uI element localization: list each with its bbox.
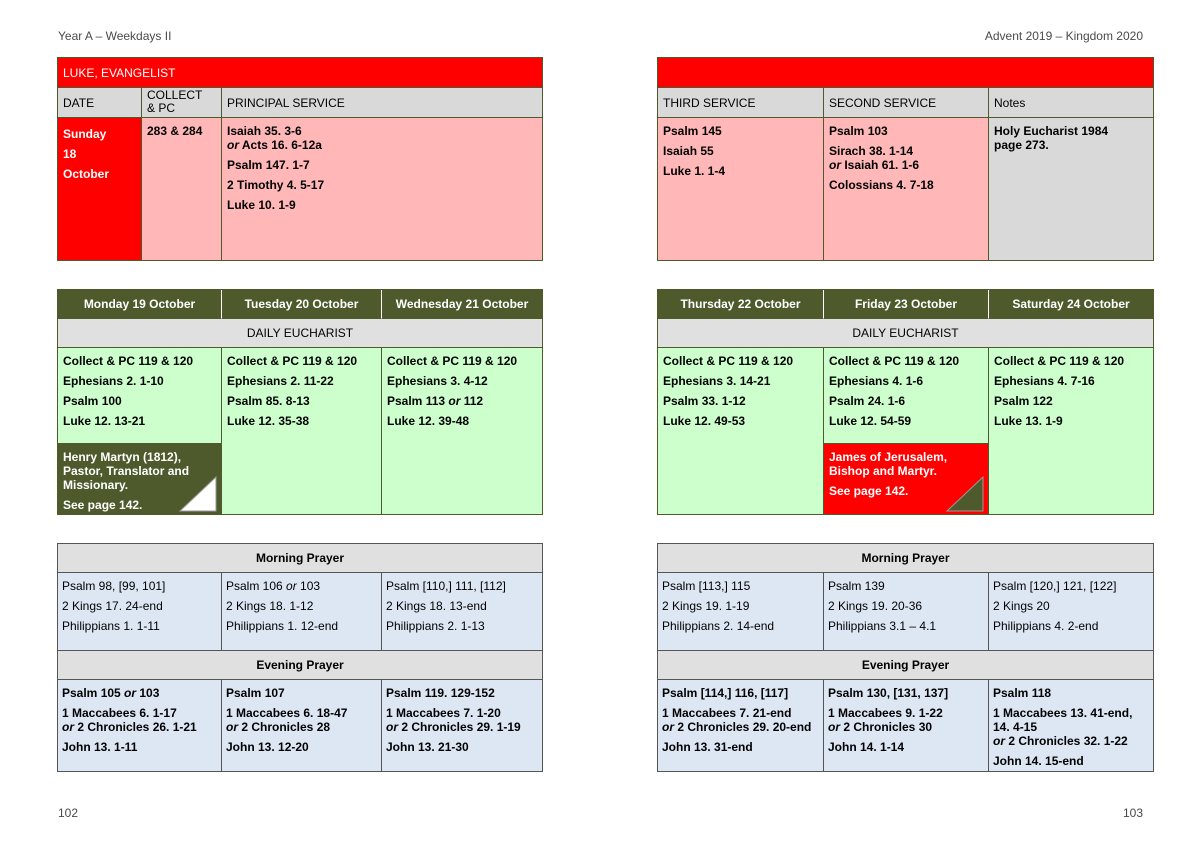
morning-saturday — [989, 573, 1153, 651]
header-second: SECOND SERVICE — [829, 96, 937, 110]
ep-reading-1: 1 Maccabees 6. 18-47 — [226, 706, 348, 720]
ep-reading-1-alt-text: 2 Chronicles 30 — [840, 720, 933, 734]
principal-reading-2 — [227, 138, 324, 152]
ep-reading-2: John 13. 31-end — [662, 740, 753, 754]
or-word: or — [386, 720, 398, 734]
see-page-reference: See page 142. — [829, 484, 909, 498]
eucharist-friday — [824, 348, 989, 514]
second-reading-2: Sirach 38. 1-14 — [829, 144, 914, 158]
mp-reading-1: 2 Kings 20 — [993, 599, 1050, 613]
notes-cell — [989, 118, 1153, 260]
ep-psalm: Psalm 119. 129-152 — [386, 686, 495, 700]
eucharist-wednesday — [382, 348, 542, 514]
third-reading-3: Luke 1. 1-4 — [663, 164, 726, 178]
day-header-tuesday: Tuesday 20 October — [222, 290, 382, 319]
eucharist-thursday — [658, 348, 824, 514]
psalm-b: 103 — [296, 579, 321, 593]
ep-psalm: Psalm 107 — [226, 686, 285, 700]
eucharist-table-left — [57, 289, 543, 515]
commemoration-henry-martyn — [58, 443, 221, 514]
epistle-line: Ephesians 3. 14-21 — [663, 374, 771, 388]
eucharist-tuesday-readings — [227, 354, 357, 428]
principal-reading-5: Luke 10. 1-9 — [227, 198, 296, 212]
evening-saturday-readings — [993, 686, 1132, 768]
gospel-line: Luke 12. 13-21 — [63, 414, 146, 428]
feast-date-day: Sunday — [63, 127, 107, 141]
ep-reading-2: John 13. 1-11 — [62, 740, 138, 754]
morning-thursday-readings — [662, 579, 774, 633]
ep-reading-1: 1 Maccabees 7. 21-end — [662, 706, 792, 720]
mp-psalm: Psalm 139 — [828, 579, 885, 593]
ep-reading-2: John 13. 12-20 — [226, 740, 309, 754]
eucharist-friday-readings — [829, 354, 959, 428]
psalm-b: 112 — [460, 394, 484, 408]
commemoration-line-1: James of Jerusalem, — [829, 450, 948, 464]
header-principal-cell — [222, 88, 542, 118]
page-number-right: 103 — [1122, 806, 1143, 820]
or-word: or — [993, 734, 1005, 748]
psalm-b: 103 — [136, 686, 160, 700]
third-reading-2: Isaiah 55 — [663, 144, 714, 158]
mp-psalm: Psalm [113,] 115 — [662, 579, 751, 593]
or-word: or — [226, 720, 238, 734]
morning-prayer-label-right: Morning Prayer — [658, 544, 1153, 573]
ep-reading-2: John 13. 21-30 — [386, 740, 469, 754]
morning-wednesday — [382, 573, 542, 651]
second-readings — [829, 124, 934, 192]
collect-line: Collect & PC 119 & 120 — [829, 354, 960, 368]
epistle-line: Ephesians 3. 4-12 — [387, 374, 488, 388]
notes-line-2: page 273. — [994, 138, 1049, 152]
header-principal: PRINCIPAL SERVICE — [227, 96, 345, 110]
second-reading-4: Colossians 4. 7-18 — [829, 178, 934, 192]
gospel-line: Luke 12. 35-38 — [227, 414, 310, 428]
epistle-line: Ephesians 2. 11-22 — [227, 374, 334, 388]
eucharist-thursday-readings — [663, 354, 793, 428]
ep-reading-1-alt-text: 2 Chronicles 32. 1-22 — [1005, 734, 1128, 748]
day-header-wednesday: Wednesday 21 October — [382, 290, 542, 319]
evening-prayer-label: Evening Prayer — [58, 651, 542, 680]
feast-date-month: October — [63, 167, 110, 181]
epistle-line: Ephesians 2. 1-10 — [63, 374, 164, 388]
mp-reading-1: 2 Kings 19. 1-19 — [662, 599, 750, 613]
commemoration-line-2: Pastor, Translator and — [63, 464, 190, 478]
morning-tuesday — [222, 573, 382, 651]
evening-tuesday-readings — [226, 686, 347, 754]
ep-reading-1-alt — [226, 720, 347, 734]
mp-reading-1: 2 Kings 19. 20-36 — [828, 599, 923, 613]
ep-reading-1-alt-text: 2 Chronicles 29. 20-end — [674, 720, 812, 734]
mp-reading-2: Philippians 1. 1-11 — [62, 619, 160, 633]
epistle-line: Ephesians 4. 1-6 — [829, 374, 924, 388]
feast-date — [63, 124, 109, 184]
feast-table-left — [57, 57, 543, 261]
third-reading-1: Psalm 145 — [663, 124, 722, 138]
day-header-saturday: Saturday 24 October — [989, 290, 1153, 319]
mp-psalm: Psalm [120,] 121, [122] — [993, 579, 1117, 593]
principal-readings — [227, 124, 324, 212]
mp-reading-2: Philippians 2. 1-13 — [386, 619, 485, 633]
evening-friday-readings — [828, 686, 948, 754]
morning-monday — [58, 573, 222, 651]
psalm-line: Psalm 33. 1-12 — [663, 394, 746, 408]
see-page-reference: See page 142. — [63, 498, 143, 512]
mp-reading-2: Philippians 4. 2-end — [993, 619, 1099, 633]
ep-psalm: Psalm 130, [131, 137] — [828, 686, 949, 700]
running-head-left: Year A – Weekdays II — [58, 29, 172, 43]
morning-saturday-readings — [993, 579, 1116, 633]
office-table-left — [57, 543, 543, 772]
corner-triangle-icon — [946, 476, 984, 512]
third-service-cell — [658, 118, 824, 260]
eucharist-monday-readings — [63, 354, 193, 428]
morning-tuesday-readings — [226, 579, 338, 633]
morning-prayer-label: Morning Prayer — [58, 544, 542, 573]
commemoration-james — [824, 443, 988, 514]
running-head-right: Advent 2019 – Kingdom 2020 — [984, 29, 1143, 43]
or-word: or — [286, 579, 297, 593]
feast-date-num: 18 — [63, 147, 77, 161]
or-word: or — [828, 720, 840, 734]
daily-eucharist-label: DAILY EUCHARIST — [58, 319, 542, 348]
commemoration-line-1: Henry Martyn (1812), — [63, 450, 182, 464]
header-third: THIRD SERVICE — [663, 96, 756, 110]
feast-title: LUKE, EVANGELIST — [63, 66, 176, 80]
ep-reading-2: John 14. 1-14 — [828, 740, 905, 754]
psalm-a: Psalm 105 — [62, 686, 125, 700]
ep-reading-1-cont: 14. 4-15 — [993, 720, 1038, 734]
page-number-left: 102 — [58, 806, 79, 820]
evening-monday-readings — [62, 686, 197, 754]
commemoration-line-3: Missionary. — [63, 478, 129, 492]
morning-thursday — [658, 573, 824, 651]
morning-monday-readings — [62, 579, 165, 633]
evening-tuesday — [222, 680, 382, 771]
commemoration-line-2: Bishop and Martyr. — [829, 464, 938, 478]
third-readings — [663, 124, 725, 178]
mp-reading-2: Philippians 2. 14-end — [662, 619, 775, 633]
morning-friday-readings — [828, 579, 936, 633]
principal-reading-2-text: Acts 16. 6-12a — [239, 138, 322, 152]
feast-title-bar — [58, 58, 542, 88]
ep-reading-1: 1 Maccabees 9. 1-22 — [828, 706, 943, 720]
evening-friday — [824, 680, 989, 771]
evening-monday — [58, 680, 222, 771]
epistle-line: Ephesians 4. 7-16 — [994, 374, 1095, 388]
psalm-line: Psalm 100 — [63, 394, 122, 408]
psalm-a: Psalm 106 — [226, 579, 287, 593]
feast-collect: 283 & 284 — [147, 124, 203, 138]
mp-psalm — [226, 579, 338, 593]
psalm-a: Psalm 113 — [387, 394, 449, 408]
or-word: or — [62, 720, 74, 734]
mp-psalm: Psalm 98, [99, 101] — [62, 579, 166, 593]
ep-reading-1-alt-text: 2 Chronicles 29. 1-19 — [398, 720, 521, 734]
or-word: or — [448, 394, 461, 408]
principal-reading-1: Isaiah 35. 3-6 — [227, 124, 302, 138]
evening-prayer-label-right: Evening Prayer — [658, 651, 1153, 680]
corner-triangle-icon — [179, 476, 217, 512]
notes-line-1: Holy Eucharist 1984 — [994, 124, 1109, 138]
collect-line: Collect & PC 119 & 120 — [227, 354, 358, 368]
mp-reading-2: Philippians 1. 12-end — [226, 619, 339, 633]
ep-reading-1: 1 Maccabees 13. 41-end, — [993, 706, 1133, 720]
psalm-line — [387, 394, 517, 408]
psalm-line: Psalm 24. 1-6 — [829, 394, 906, 408]
daily-eucharist-label-right: DAILY EUCHARIST — [658, 319, 1153, 348]
psalm-line: Psalm 85. 8-13 — [227, 394, 310, 408]
evening-thursday — [658, 680, 824, 771]
ep-reading-1-alt — [828, 720, 948, 734]
collect-line: Collect & PC 119 & 120 — [663, 354, 794, 368]
eucharist-table-right — [657, 289, 1154, 515]
mp-reading-1: 2 Kings 18. 1-12 — [226, 599, 314, 613]
header-collect — [147, 89, 202, 115]
eucharist-saturday-readings — [994, 354, 1124, 428]
evening-wednesday — [382, 680, 542, 771]
collect-line: Collect & PC 119 & 120 — [994, 354, 1125, 368]
feast-table-right — [657, 57, 1154, 261]
second-reading-3 — [829, 158, 934, 172]
eucharist-tuesday — [222, 348, 382, 514]
psalm-line: Psalm 122 — [994, 394, 1053, 408]
day-header-thursday: Thursday 22 October — [658, 290, 824, 319]
notes-text — [994, 124, 1108, 152]
eucharist-wednesday-readings — [387, 354, 517, 428]
ep-psalm: Psalm 118 — [993, 686, 1052, 700]
second-reading-3-text: Isaiah 61. 1-6 — [841, 158, 920, 172]
office-table-right — [657, 543, 1154, 772]
ep-reading-1: 1 Maccabees 7. 1-20 — [386, 706, 501, 720]
ep-reading-2: John 14. 15-end — [993, 754, 1084, 768]
or-word: or — [227, 138, 239, 152]
ep-reading-1-alt-text: 2 Chronicles 26. 1-21 — [74, 720, 197, 734]
or-word: or — [662, 720, 674, 734]
day-header-friday: Friday 23 October — [824, 290, 989, 319]
header-date-cell — [58, 88, 142, 118]
morning-friday — [824, 573, 989, 651]
ep-psalm — [62, 686, 197, 700]
header-collect-line2: & PC — [147, 101, 176, 115]
second-reading-1: Psalm 103 — [829, 124, 888, 138]
ep-reading-1-alt — [62, 720, 197, 734]
eucharist-saturday — [989, 348, 1153, 514]
collect-line: Collect & PC 119 & 120 — [387, 354, 518, 368]
or-word: or — [829, 158, 841, 172]
gospel-line: Luke 12. 54-59 — [829, 414, 912, 428]
principal-reading-4: 2 Timothy 4. 5-17 — [227, 178, 325, 192]
feast-title-bar-right — [658, 58, 1153, 88]
header-notes-cell — [989, 88, 1153, 118]
header-collect-line1: COLLECT — [147, 88, 203, 102]
principal-service-cell — [222, 118, 542, 260]
principal-reading-3: Psalm 147. 1-7 — [227, 158, 310, 172]
header-third-cell — [658, 88, 824, 118]
evening-thursday-readings — [662, 686, 811, 754]
mp-psalm: Psalm [110,] 111, [112] — [386, 579, 506, 593]
day-header-monday: Monday 19 October — [58, 290, 222, 319]
mp-reading-1: 2 Kings 17. 24-end — [62, 599, 163, 613]
or-word: or — [124, 686, 137, 700]
commemoration-text — [63, 450, 189, 512]
mp-reading-1: 2 Kings 18. 13-end — [386, 599, 487, 613]
feast-collect-cell — [142, 118, 222, 260]
second-service-cell — [824, 118, 989, 260]
morning-wednesday-readings — [386, 579, 506, 633]
gospel-line: Luke 12. 39-48 — [387, 414, 470, 428]
ep-reading-1-alt — [662, 720, 811, 734]
ep-reading-1-alt-text: 2 Chronicles 28 — [238, 720, 331, 734]
collect-line: Collect & PC 119 & 120 — [63, 354, 194, 368]
ep-psalm: Psalm [114,] 116, [117] — [662, 686, 789, 700]
evening-wednesday-readings — [386, 686, 521, 754]
header-second-cell — [824, 88, 989, 118]
ep-reading-1: 1 Maccabees 6. 1-17 — [62, 706, 177, 720]
header-collect-cell — [142, 88, 222, 118]
commemoration-text — [829, 450, 947, 498]
eucharist-monday — [58, 348, 222, 514]
ep-reading-1-alt — [993, 734, 1132, 748]
feast-date-cell — [58, 118, 142, 260]
mp-reading-2: Philippians 3.1 – 4.1 — [828, 619, 937, 633]
header-date: DATE — [63, 96, 95, 110]
header-notes: Notes — [994, 96, 1026, 110]
evening-saturday — [989, 680, 1153, 771]
gospel-line: Luke 12. 49-53 — [663, 414, 746, 428]
ep-reading-1-alt — [386, 720, 521, 734]
gospel-line: Luke 13. 1-9 — [994, 414, 1063, 428]
